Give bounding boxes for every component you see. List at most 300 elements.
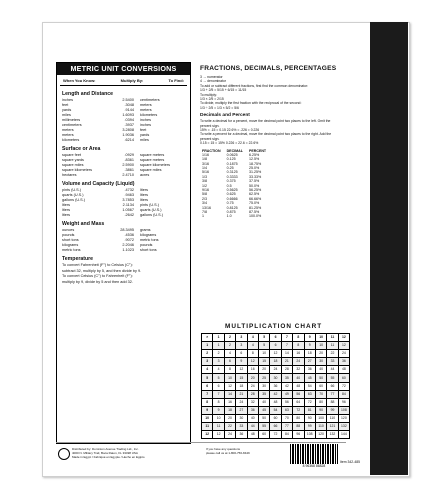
table-cell: 0.125: [226, 157, 236, 162]
mult-cell: 12: [236, 366, 247, 374]
mult-cell: 5: [258, 342, 269, 350]
table-row: [202, 214, 272, 218]
mult-cell: 40: [293, 374, 304, 382]
mult-cell: 48: [293, 382, 304, 390]
mult-cell: 120: [338, 414, 349, 422]
mult-cell: 81: [304, 406, 315, 414]
unit-from: square miles: [62, 163, 84, 167]
mult-cell: 1: [213, 342, 224, 350]
brand-logo-icon: [58, 448, 70, 460]
multiplier: .3937: [124, 123, 134, 127]
mult-cell: 8: [293, 334, 304, 342]
unit-to: acres: [140, 173, 150, 177]
table-cell: 0.75: [226, 201, 234, 206]
mult-row: [202, 414, 350, 422]
mult-cell: 60: [258, 431, 269, 439]
table-header: DECIMAL: [226, 148, 243, 153]
unit-to: feet: [140, 128, 147, 132]
table-cell: 25.0%: [248, 165, 260, 170]
multiplication-title: MULTIPLICATION CHART: [225, 323, 323, 330]
mult-cell: 9: [202, 406, 213, 414]
mult-row: [202, 382, 350, 390]
mult-cell: 35: [258, 390, 269, 398]
multiplier: 3.7853: [122, 198, 134, 202]
table-cell: 6.25%: [248, 152, 260, 157]
unit-from: pounds: [62, 233, 75, 237]
mult-cell: 110: [315, 423, 326, 431]
table-cell: 62.5%: [248, 192, 260, 197]
mult-cell: 90: [315, 406, 326, 414]
unit-from: liters: [62, 203, 71, 207]
unit-to: liters: [140, 198, 149, 202]
unit-to: pints (U.S.): [140, 203, 159, 207]
mult-cell: 88: [327, 398, 338, 406]
mult-cell: 35: [281, 374, 292, 382]
mult-cell: 2: [224, 334, 235, 342]
conversion-row: [62, 248, 185, 253]
table-cell: 50.0%: [248, 183, 260, 188]
multiplier: .0394: [124, 118, 134, 122]
multiplier: 3.2808: [122, 128, 134, 132]
unit-from: pints (U.S.): [62, 188, 81, 192]
mult-cell: 14: [224, 390, 235, 398]
unit-to: square miles: [140, 168, 162, 172]
fraction-rule-line: To multiply:: [200, 92, 217, 97]
table-cell: 66.66%: [248, 196, 262, 201]
table-cell: 0.875: [226, 209, 236, 214]
table-cell: 13/16: [202, 205, 211, 210]
footer-divider: [56, 442, 346, 443]
table-cell: 1: [202, 214, 204, 219]
mult-cell: 42: [281, 382, 292, 390]
unit-to: square kilometers: [140, 163, 170, 167]
table-cell: 1.0: [226, 214, 232, 219]
mult-cell: 5: [213, 374, 224, 382]
table-cell: 9/16: [202, 187, 209, 192]
table-cell: 100.0%: [248, 214, 262, 219]
notebook-spine: [370, 22, 408, 475]
table-cell: 0.0625: [226, 152, 238, 157]
mult-cell: 54: [270, 406, 281, 414]
unit-to: yards: [140, 133, 150, 137]
mult-cell: 7: [213, 390, 224, 398]
fraction-rule-line: 1/3 ÷ 2/5 = 1/3 × 5/2 = 5/6: [200, 105, 239, 110]
item-number: Item 342-485: [340, 460, 360, 464]
fraction-table: [202, 149, 272, 219]
unit-to: miles: [140, 138, 149, 142]
section-title: Length and Distance: [62, 91, 114, 97]
fraction-rule-line: To add or subtract different fractions, first find the common denominator:: [200, 83, 309, 88]
mult-cell: 2: [202, 350, 213, 358]
table-cell: 2/3: [202, 196, 207, 201]
metric-body: [57, 86, 190, 286]
mult-cell: 45: [258, 406, 269, 414]
table-cell: 5/16: [202, 170, 209, 175]
unit-from: millimeters: [62, 118, 81, 122]
multiplier: .9072: [124, 238, 134, 242]
mult-cell: 24: [293, 358, 304, 366]
mult-cell: 40: [247, 414, 258, 422]
mult-cell: 8: [213, 398, 224, 406]
mult-cell: 16: [247, 366, 258, 374]
metric-conversions-panel: [56, 62, 191, 444]
unit-from: meters: [62, 133, 74, 137]
mult-cell: 55: [327, 374, 338, 382]
mult-cell: 108: [338, 406, 349, 414]
multiplier: .8361: [124, 158, 134, 162]
mult-cell: 8: [293, 342, 304, 350]
decimal-rule-line: To write a percent for a decimal, move the decimal point two places to the right. Add the percent sign.: [200, 132, 332, 141]
multiplier: .6214: [124, 138, 134, 142]
mult-row: [202, 366, 350, 374]
mult-cell: 6: [224, 358, 235, 366]
multiplier: .9144: [124, 108, 134, 112]
mult-cell: 90: [304, 414, 315, 422]
unit-to: liters: [140, 188, 149, 192]
temperature-line: subtract 32, multiply by 5, and then divide by 9.: [62, 268, 142, 273]
temperature-line: To convert Fahrenheit (F°) to Celsius (C°):: [62, 263, 133, 267]
mult-cell: 132: [327, 431, 338, 439]
mult-cell: 12: [247, 358, 258, 366]
decimal-rule-line: 15% = .15 = 0.15 22.6% = .226 = 0.226: [200, 128, 260, 133]
mult-cell: 18: [224, 406, 235, 414]
mult-cell: 33: [327, 358, 338, 366]
unit-from: meters: [62, 128, 74, 132]
unit-to: quarts (U.S.): [140, 208, 162, 212]
metric-header: [60, 75, 187, 86]
section-title: Weight and Mass: [62, 221, 105, 227]
mult-cell: 66: [270, 423, 281, 431]
header-mult: Multiply By:: [120, 78, 144, 83]
mult-cell: 77: [281, 423, 292, 431]
mult-cell: 66: [327, 382, 338, 390]
fractions-title: FRACTIONS, DECIMALS, PERCENTAGES: [200, 65, 337, 72]
unit-from: inches: [62, 98, 73, 102]
footer-contact: [206, 448, 256, 456]
mult-cell: 3: [213, 358, 224, 366]
table-cell: 81.25%: [248, 205, 262, 210]
multiplier: .3861: [124, 168, 134, 172]
unit-from: square feet: [62, 153, 81, 157]
mult-cell: 49: [281, 390, 292, 398]
mult-cell: 24: [338, 350, 349, 358]
table-cell: 18.75%: [248, 161, 262, 166]
unit-from: square yards: [62, 158, 84, 162]
mult-cell: 4: [247, 342, 258, 350]
temperature-title: Temperature: [62, 256, 94, 262]
mult-cell: 7: [281, 334, 292, 342]
mult-cell: 15: [258, 358, 269, 366]
table-cell: 0.25: [226, 165, 234, 170]
mult-cell: 12: [270, 350, 281, 358]
mult-cell: 60: [315, 382, 326, 390]
multiplier: 2.2046: [122, 243, 134, 247]
unit-to: gallons (U.S.): [140, 213, 164, 217]
mult-cell: 48: [247, 431, 258, 439]
unit-to: square meters: [140, 153, 165, 157]
temperature-line: multiply by 9, divide by 5 and then add 32.: [62, 279, 133, 284]
unit-from: miles: [62, 113, 71, 117]
multiplier: .3048: [124, 103, 134, 107]
mult-cell: 12: [338, 334, 349, 342]
unit-from: feet: [62, 103, 69, 107]
mult-cell: 10: [315, 334, 326, 342]
footer-distributor: [72, 448, 202, 459]
header-when: When You Know:: [63, 78, 96, 83]
mult-cell: 110: [327, 414, 338, 422]
mult-cell: 4: [247, 334, 258, 342]
mult-cell: 32: [293, 366, 304, 374]
footer-line: If you have any questions: [206, 447, 241, 451]
mult-cell: 72: [270, 431, 281, 439]
fraction-rule-line: 4 → denominator: [200, 79, 227, 84]
mult-cell: 12: [213, 431, 224, 439]
mult-cell: 2: [224, 342, 235, 350]
multiplier: 28.3495: [120, 228, 134, 232]
mult-row: [202, 390, 350, 398]
mult-cell: 24: [236, 398, 247, 406]
multiplier: .0929: [124, 153, 134, 157]
mult-cell: 12: [224, 382, 235, 390]
multiplier: 1.9036: [122, 133, 134, 137]
unit-from: hectares: [62, 173, 77, 177]
table-cell: 0.5: [226, 183, 232, 188]
barcode-icon: [290, 444, 338, 464]
mult-cell: 30: [270, 374, 281, 382]
mult-cell: 6: [270, 342, 281, 350]
mult-cell: 10: [213, 414, 224, 422]
mult-cell: 144: [338, 431, 349, 439]
mult-row: [202, 374, 350, 382]
table-cell: 33.33%: [248, 174, 262, 179]
section-title: Surface or Area: [62, 146, 101, 152]
mult-cell: 44: [327, 366, 338, 374]
multiplier: .4536: [124, 233, 134, 237]
mult-cell: 30: [258, 382, 269, 390]
unit-to: metric tons: [140, 238, 159, 242]
mult-cell: 9: [236, 358, 247, 366]
mult-cell: 4: [213, 366, 224, 374]
multiplier: 1.0567: [122, 208, 134, 212]
mult-cell: 24: [270, 366, 281, 374]
unit-from: short tons: [62, 238, 79, 242]
mult-cell: 72: [338, 382, 349, 390]
conversion-row: [62, 138, 185, 143]
mult-cell: 15: [236, 374, 247, 382]
multiplier: .9463: [124, 193, 134, 197]
mult-cell: 10: [202, 414, 213, 422]
mult-cell: 54: [304, 382, 315, 390]
mult-cell: 60: [270, 414, 281, 422]
mult-cell: 22: [327, 350, 338, 358]
mult-cell: 8: [224, 366, 235, 374]
unit-to: short tons: [140, 248, 157, 252]
mult-cell: 63: [304, 390, 315, 398]
mult-cell: 4: [202, 366, 213, 374]
mult-cell: 4: [224, 350, 235, 358]
unit-to: pounds: [140, 243, 153, 247]
multiplier: 2.4710: [122, 173, 134, 177]
footer-line: please call us at 1-800-756-8449: [206, 450, 250, 455]
mult-cell: 28: [281, 366, 292, 374]
mult-cell: 10: [224, 374, 235, 382]
unit-to: kilograms: [140, 233, 157, 237]
mult-cell: 108: [304, 431, 315, 439]
table-cell: 0.375: [226, 179, 236, 184]
mult-cell: 21: [236, 390, 247, 398]
multiplier: 1.6093: [122, 113, 134, 117]
mult-cell: 27: [304, 358, 315, 366]
mult-cell: 80: [315, 398, 326, 406]
mult-cell: 36: [304, 366, 315, 374]
mult-cell: 40: [258, 398, 269, 406]
multiplier: 1.1023: [122, 248, 134, 252]
table-cell: 56.25%: [248, 187, 262, 192]
mult-cell: 20: [224, 414, 235, 422]
multiplier: .4732: [124, 188, 134, 192]
barcode-number: 8 96368 86828: [302, 464, 326, 468]
mult-cell: 11: [327, 342, 338, 350]
table-cell: 87.5%: [248, 209, 260, 214]
mult-cell: 63: [281, 406, 292, 414]
unit-from: metric tons: [62, 248, 81, 252]
mult-cell: 27: [236, 406, 247, 414]
table-cell: 31.25%: [248, 170, 262, 175]
table-cell: 12.5%: [248, 157, 260, 162]
multiplication-chart: [201, 333, 350, 439]
unit-from: centimeters: [62, 123, 82, 127]
unit-from: kilometers: [62, 138, 80, 142]
mult-cell: 44: [247, 423, 258, 431]
mult-cell: 80: [293, 414, 304, 422]
unit-from: square kilometers: [62, 168, 92, 172]
table-cell: 7/8: [202, 209, 207, 214]
mult-cell: 11: [327, 334, 338, 342]
mult-row: [202, 423, 350, 431]
mult-cell: 10: [315, 342, 326, 350]
table-cell: 3/8: [202, 179, 207, 184]
mult-cell: 36: [338, 358, 349, 366]
unit-to: meters: [140, 103, 152, 107]
table-cell: 0.3125: [226, 170, 238, 175]
conversion-row: [62, 173, 185, 178]
unit-from: yards: [62, 108, 72, 112]
mult-cell: 40: [315, 366, 326, 374]
unit-to: square meters: [140, 158, 165, 162]
mult-cell: 6: [236, 350, 247, 358]
multiplier: 2.1134: [122, 203, 134, 207]
mult-cell: 20: [247, 374, 258, 382]
unit-to: liters: [140, 193, 149, 197]
mult-cell: 132: [338, 423, 349, 431]
mult-cell: 7: [281, 342, 292, 350]
mult-cell: 8: [247, 350, 258, 358]
temperature-line: To convert Celsius (C°) to Fahrenheit (F°):: [62, 274, 133, 279]
mult-cell: 36: [270, 382, 281, 390]
mult-cell: 50: [258, 414, 269, 422]
unit-to: meters: [140, 108, 152, 112]
unit-to: grams: [140, 228, 151, 232]
mult-cell: 42: [270, 390, 281, 398]
mult-cell: 20: [315, 350, 326, 358]
mult-cell: 70: [281, 414, 292, 422]
table-cell: 1/3: [202, 174, 207, 179]
mult-cell: 60: [338, 374, 349, 382]
mult-cell: 22: [224, 423, 235, 431]
unit-from: quarts (U.S.): [62, 193, 84, 197]
mult-cell: 84: [281, 431, 292, 439]
table-cell: 1/4: [202, 165, 207, 170]
mult-cell: 18: [236, 382, 247, 390]
mult-cell: 9: [213, 406, 224, 414]
mult-cell: 99: [327, 406, 338, 414]
unit-to: inches: [140, 118, 151, 122]
mult-cell: 9: [304, 334, 315, 342]
unit-from: gallons (U.S.): [62, 198, 86, 202]
mult-cell: 56: [281, 398, 292, 406]
mult-cell: 55: [258, 423, 269, 431]
header-find: To Find:: [168, 78, 184, 83]
mult-cell: 96: [293, 431, 304, 439]
mult-cell: 1: [213, 334, 224, 342]
mult-cell: 6: [213, 382, 224, 390]
table-cell: 5/8: [202, 192, 207, 197]
unit-from: liters: [62, 208, 71, 212]
mult-cell: 10: [258, 350, 269, 358]
conversion-row: [62, 213, 185, 218]
multiplier: 2.5400: [122, 98, 134, 102]
mult-cell: 16: [224, 398, 235, 406]
table-cell: 1/16: [202, 152, 209, 157]
mult-cell: 72: [304, 398, 315, 406]
mult-cell: 25: [258, 374, 269, 382]
mult-cell: 96: [338, 398, 349, 406]
unit-from: kilograms: [62, 243, 79, 247]
mult-cell: 24: [247, 382, 258, 390]
fraction-rule-line: 3 → numerator: [200, 75, 223, 79]
mult-cell: 120: [315, 431, 326, 439]
mult-cell: 8: [202, 398, 213, 406]
fraction-rule-line: 1/3 + 2/5 = 5/15 + 6/15 = 11/15: [200, 88, 247, 93]
mult-row: [202, 406, 350, 414]
mult-cell: 30: [315, 358, 326, 366]
table-cell: 75.0%: [248, 201, 260, 206]
mult-cell: 56: [293, 390, 304, 398]
mult-cell: 24: [224, 431, 235, 439]
mult-cell: 33: [236, 423, 247, 431]
mult-cell: 32: [247, 398, 258, 406]
decimal-rule-line: To write a decimal for a percent, move the decimal point two places to the left. Omit the percent sign.: [200, 119, 331, 128]
mult-cell: 3: [202, 358, 213, 366]
table-cell: 0.6666: [226, 196, 238, 201]
unit-to: centimeters: [140, 98, 160, 102]
mult-cell: 5: [202, 374, 213, 382]
mult-cell: 18: [304, 350, 315, 358]
table-cell: 0.625: [226, 192, 236, 197]
mult-cell: 20: [258, 366, 269, 374]
table-header: PERCENT: [248, 148, 267, 153]
mult-cell: 70: [315, 390, 326, 398]
table-cell: 0.8125: [226, 205, 238, 210]
mult-row: [202, 358, 350, 366]
mult-cell: 11: [202, 423, 213, 431]
mult-cell: 6: [202, 382, 213, 390]
unit-from: ounces: [62, 228, 75, 232]
mult-cell: 12: [338, 342, 349, 350]
decimal-rule-line: 0.15 = 15 = 15% 0.226 = 22.6 = 22.6%: [200, 141, 259, 146]
mult-cell: 16: [293, 350, 304, 358]
mult-cell: 28: [247, 390, 258, 398]
